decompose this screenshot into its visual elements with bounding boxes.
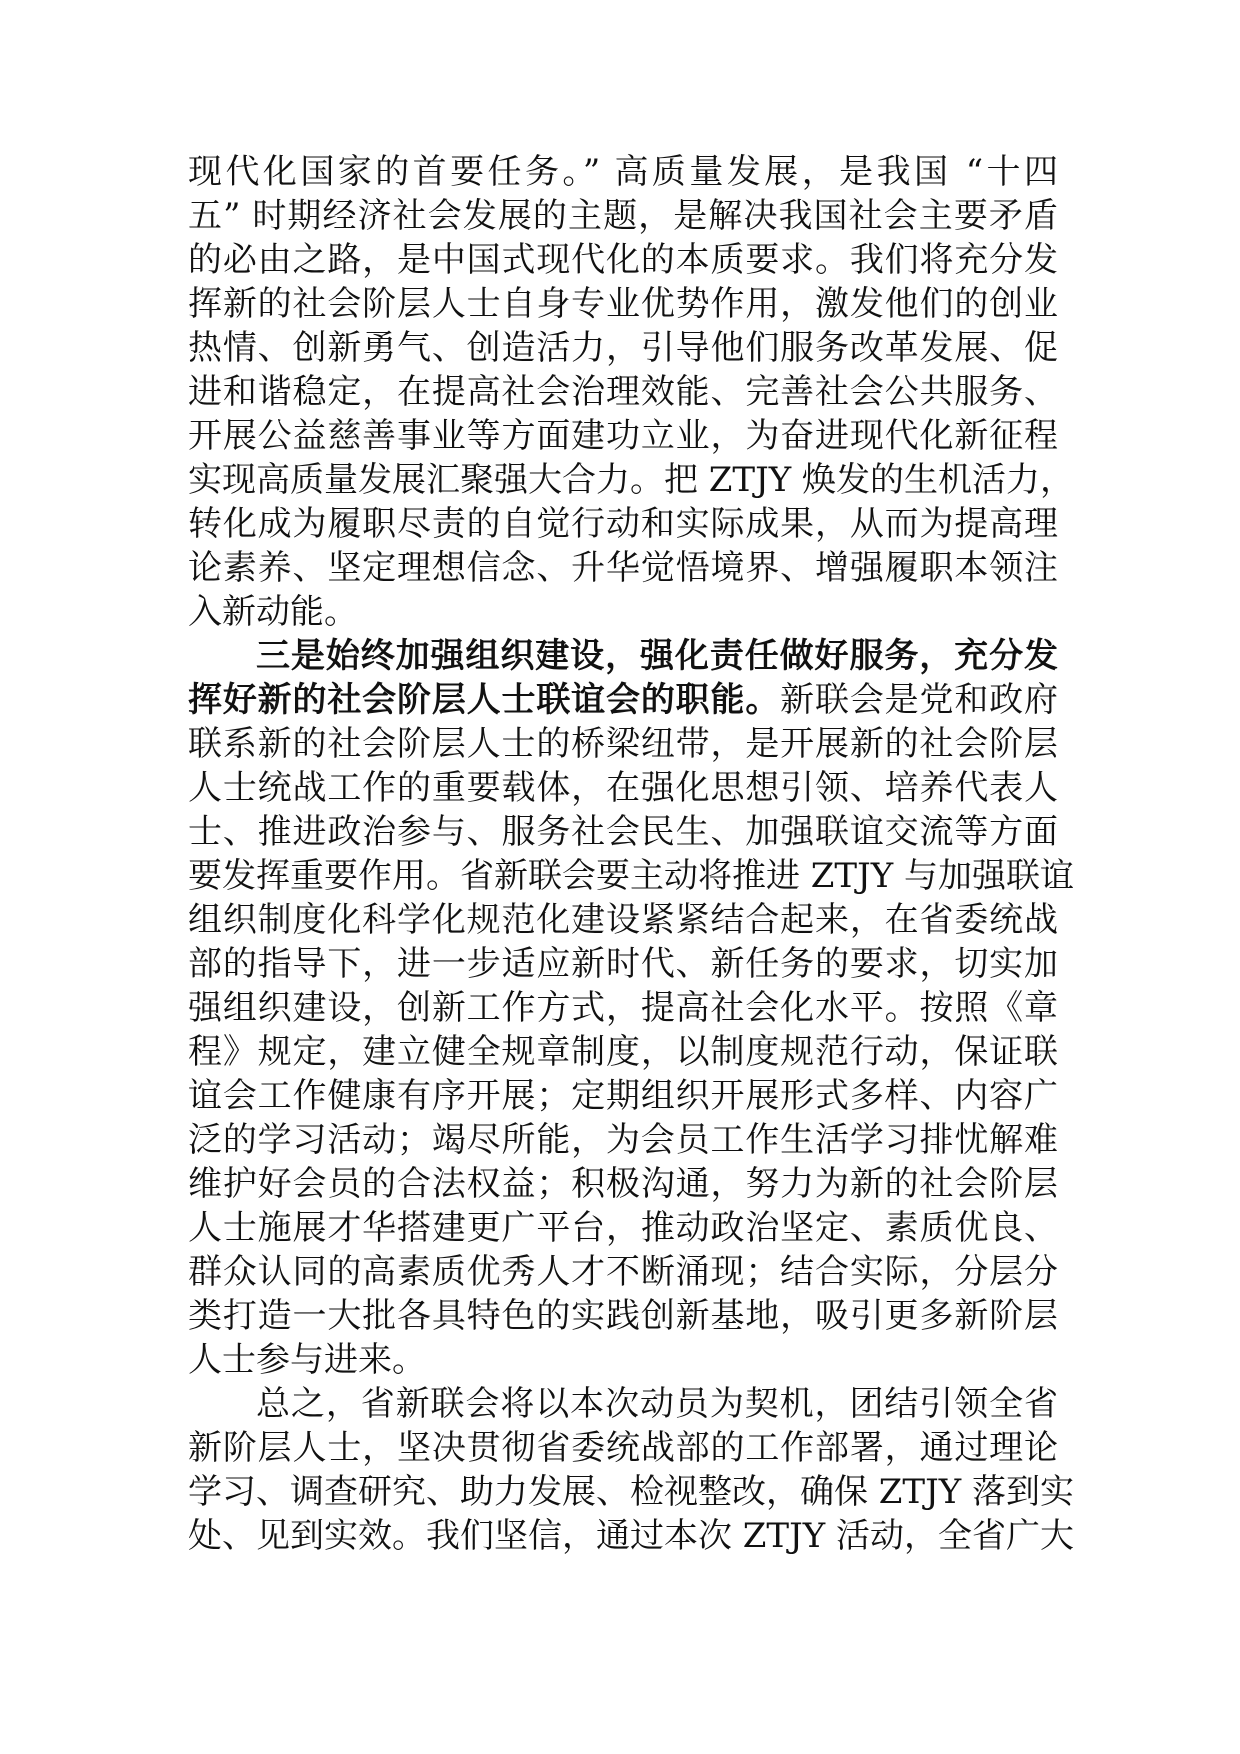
text-line: 要发挥重要作用。省新联会要主动将推进 ZTJY 与加强联谊 bbox=[188, 856, 1074, 896]
body-text: 新联会是党和政府 bbox=[780, 680, 1059, 720]
text-line: 谊会工作健康有序开展；定期组织开展形式多样、内容广 bbox=[188, 1076, 1058, 1116]
text-line: 进和谐稳定，在提高社会治理效能、完善社会公共服务、 bbox=[188, 372, 1058, 412]
text-line: 程》规定，建立健全规章制度，以制度规范行动，保证联 bbox=[188, 1032, 1058, 1072]
text-line: 五” 时期经济社会发展的主题，是解决我国社会主要矛盾 bbox=[188, 196, 1058, 236]
text-line: 维护好会员的合法权益；积极沟通，努力为新的社会阶层 bbox=[188, 1164, 1058, 1204]
text-line: 总之，省新联会将以本次动员为契机，团结引领全省 bbox=[256, 1384, 1058, 1424]
text-line: 开展公益慈善事业等方面建功立业，为奋进现代化新征程 bbox=[188, 416, 1058, 456]
bold-heading-text: 挥好新的社会阶层人士联谊会的职能。 bbox=[188, 680, 781, 720]
text-line: 类打造一大批各具特色的实践创新基地，吸引更多新阶层 bbox=[188, 1296, 1058, 1336]
text-line: 实现高质量发展汇聚强大合力。把 ZTJY 焕发的生机活力， bbox=[188, 460, 1074, 500]
text-line bbox=[188, 678, 1058, 722]
text-line: 热情、创新勇气、创造活力，引导他们服务改革发展、促 bbox=[188, 328, 1058, 368]
text-line: 组织制度化科学化规范化建设紧紧结合起来，在省委统战 bbox=[188, 900, 1058, 940]
text-line: 人士施展才华搭建更广平台，推动政治坚定、素质优良、 bbox=[188, 1208, 1058, 1248]
text-line: 转化成为履职尽责的自觉行动和实际成果，从而为提高理 bbox=[188, 504, 1058, 544]
text-line: 泛的学习活动；竭尽所能，为会员工作生活学习排忧解难 bbox=[188, 1120, 1058, 1160]
paragraph-conclusion bbox=[188, 1382, 1074, 1558]
text-line: 新阶层人士，坚决贯彻省委统战部的工作部署，通过理论 bbox=[188, 1428, 1058, 1468]
text-line: 现代化国家的首要任务。” 高质量发展，是我国 “十四 bbox=[188, 152, 1058, 192]
text-line: 处、见到实效。我们坚信，通过本次 ZTJY 活动，全省广大 bbox=[188, 1516, 1074, 1556]
text-line: 论素养、坚定理想信念、升华觉悟境界、增强履职本领注 bbox=[188, 548, 1058, 588]
document-page bbox=[188, 150, 1074, 1558]
paragraph-organization bbox=[188, 634, 1074, 1382]
text-line: 挥新的社会阶层人士自身专业优势作用，激发他们的创业 bbox=[188, 284, 1058, 324]
text-line: 部的指导下，进一步适应新时代、新任务的要求，切实加 bbox=[188, 944, 1058, 984]
text-line: 人士参与进来。 bbox=[188, 1340, 426, 1380]
text-line: 的必由之路，是中国式现代化的本质要求。我们将充分发 bbox=[188, 240, 1058, 280]
text-line: 联系新的社会阶层人士的桥梁纽带，是开展新的社会阶层 bbox=[188, 724, 1058, 764]
text-line: 强组织建设，创新工作方式，提高社会化水平。按照《章 bbox=[188, 988, 1058, 1028]
bold-heading-line: 三是始终加强组织建设，强化责任做好服务，充分发 bbox=[256, 636, 1058, 676]
text-line: 入新动能。 bbox=[188, 592, 358, 632]
text-line: 人士统战工作的重要载体，在强化思想引领、培养代表人 bbox=[188, 768, 1058, 808]
paragraph-continuation bbox=[188, 150, 1074, 634]
text-line: 群众认同的高素质优秀人才不断涌现；结合实际，分层分 bbox=[188, 1252, 1058, 1292]
text-line: 士、推进政治参与、服务社会民生、加强联谊交流等方面 bbox=[188, 812, 1058, 852]
text-line: 学习、调查研究、助力发展、检视整改，确保 ZTJY 落到实 bbox=[188, 1472, 1074, 1512]
